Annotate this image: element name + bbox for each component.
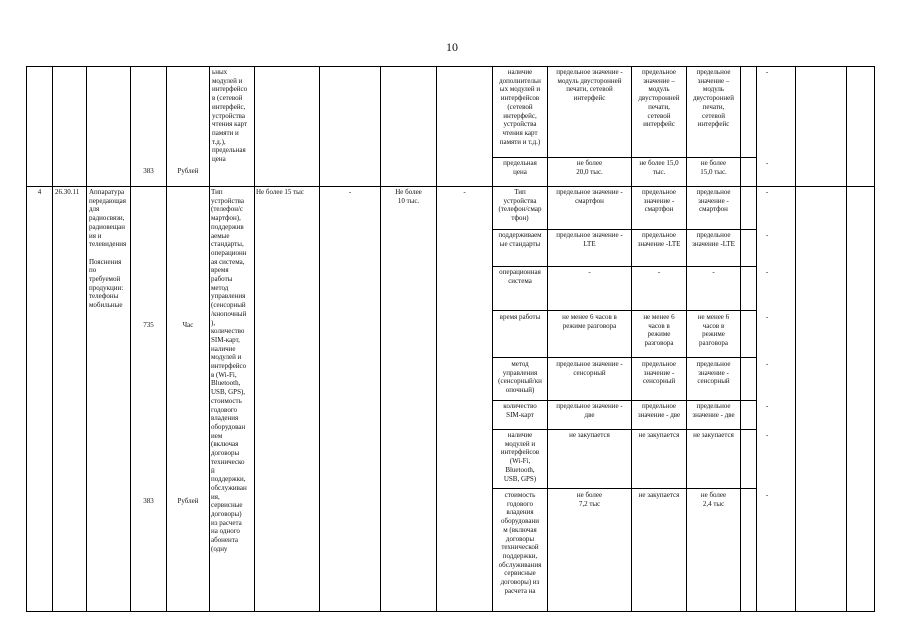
col-border bbox=[130, 66, 131, 612]
subrow-v3: не менее 6 часов в режиме разговора bbox=[697, 313, 730, 348]
subrow-dash: - bbox=[765, 231, 769, 239]
table-top-border bbox=[26, 66, 875, 67]
row-separator-top bbox=[26, 186, 875, 187]
col-border bbox=[380, 66, 381, 612]
subrow-v2: предельное значение - сенсорный bbox=[641, 360, 677, 386]
subrow-sep bbox=[492, 229, 756, 230]
subrow-dash: - bbox=[765, 431, 769, 439]
col-border bbox=[846, 66, 847, 612]
subrow-v1: предельное значение - LTE bbox=[556, 231, 623, 248]
subrow-sep bbox=[492, 488, 756, 489]
table-bottom-border bbox=[26, 611, 875, 612]
top-row2-char: предельная цена bbox=[503, 159, 537, 176]
top-row2-v1: не более 20,0 тыс. bbox=[576, 159, 603, 176]
subrow-v1: не более 7,2 тыс bbox=[576, 491, 603, 508]
page-number: 10 bbox=[446, 40, 458, 54]
subrow-v3: - bbox=[712, 268, 715, 276]
col-border bbox=[86, 66, 87, 612]
item-unit-2: Рублей bbox=[177, 497, 199, 505]
subrow-dash: - bbox=[765, 268, 769, 276]
subrow-sep bbox=[492, 400, 756, 401]
col-border bbox=[740, 66, 741, 612]
col-border bbox=[166, 66, 167, 612]
subrow-char: Тип устройства (телефон/смар тфон) bbox=[498, 188, 542, 223]
subrow-dash: - bbox=[765, 360, 769, 368]
item-code-1: 735 bbox=[143, 321, 154, 329]
top-row1-v2: предельное значение – модуль двусторонней печати, сетевой интерфейс bbox=[638, 68, 680, 129]
subrow-dash: - bbox=[765, 491, 769, 499]
subrow-v2: предельное значение - смартфон bbox=[641, 188, 677, 214]
subrow-v1: - bbox=[588, 268, 591, 276]
subrow-v2: не закупается bbox=[638, 431, 680, 439]
subrow-sep bbox=[492, 266, 756, 267]
top-characteristics-text: ьных модулей и интерфейсо в (сетевой интерфейс, устройства чтения карт памяти и т.д.), предельная цена bbox=[212, 68, 248, 164]
subrow-v3: не закупается bbox=[693, 431, 734, 439]
subrow-char: наличие модулей и интерфейсов (Wi-Fi, Bluetooth, USB, GPS) bbox=[500, 431, 540, 483]
subrow-v2: не менее 6 часов в режиме разговора bbox=[643, 313, 675, 348]
subrow-v1: предельное значение - сенсорный bbox=[556, 360, 623, 377]
subrow-v2: предельное значение - две bbox=[637, 402, 681, 419]
top-unit: Рублей bbox=[177, 167, 199, 175]
subrow-sep bbox=[492, 310, 756, 311]
col-border bbox=[209, 66, 210, 612]
item-approved-1: Не более 15 тыс bbox=[256, 188, 304, 196]
top-row1-v3: предельное значение – модуль двусторонней печати, сетевой интерфейс bbox=[692, 68, 735, 129]
subrow-char: стоимость годового владения оборудовани м (включая договоры технической поддержки, обслуживания сервисные договоры) из расчета на bbox=[498, 491, 542, 595]
top-row2-dash: - bbox=[765, 159, 769, 167]
subrow-char: количество SIM-карт bbox=[503, 402, 537, 419]
subrow-dash: - bbox=[765, 313, 769, 321]
subrow-sep bbox=[492, 157, 756, 158]
top-row1-v1: предельное значение - модуль двусторонней печати, сетевой интерфейс bbox=[556, 68, 623, 103]
subrow-v3: предельное значение -LTE bbox=[692, 231, 735, 248]
item-number: 4 bbox=[37, 188, 42, 196]
col-border bbox=[874, 66, 875, 612]
col-border bbox=[319, 66, 320, 612]
subrow-char: поддерживаем ые стандарты bbox=[498, 231, 542, 248]
col-border bbox=[436, 66, 437, 612]
subrow-v1: не закупается bbox=[569, 431, 610, 439]
top-row1-char: наличие дополнительн ых модулей и интерфейсов (сетевой интерфейс, устройства чтения карт памяти и т.д.) bbox=[499, 68, 541, 146]
col-border bbox=[547, 66, 548, 612]
item-unit-1: Час bbox=[182, 321, 194, 329]
subrow-char: операционная система bbox=[499, 268, 541, 285]
subrow-v1: предельное значение - смартфон bbox=[556, 188, 623, 205]
top-code: 383 bbox=[143, 167, 154, 175]
col-border bbox=[795, 66, 796, 612]
top-row1-dash: - bbox=[765, 68, 769, 76]
subrow-char: время работы bbox=[499, 313, 541, 321]
item-okpd-code: 26.30.11 bbox=[55, 188, 80, 196]
subrow-v2: предельное значение -LTE bbox=[637, 231, 681, 248]
item-code-2: 383 bbox=[143, 497, 154, 505]
subrow-sep bbox=[492, 429, 756, 430]
subrow-v3: не более 2,4 тыс bbox=[700, 491, 727, 508]
item-approved-dash-2: - bbox=[463, 188, 466, 196]
item-characteristics: Тип устройства (телефон/с мартфон), поддержив аемые стандарты, операционн ая система, время работы метод управления (сенсорный /кнопочный ), количество SIM-карт, наличие модулей и интерфейсо в (Wi-Fi, Bluetooth, USB, GPS), стоимость годового владения оборудован ием (включая договоры техническо й поддержки, обслуживан ия, сервисные договоры) из расчета на одного абонента (одну bbox=[211, 188, 247, 553]
subrow-v1: предельное значение - две bbox=[556, 402, 623, 419]
col-border bbox=[26, 66, 27, 612]
col-border bbox=[756, 66, 757, 612]
item-approved-2: Не более 10 тыс. bbox=[395, 188, 422, 205]
subrow-sep bbox=[492, 357, 756, 358]
subrow-v3: предельное значение - сенсорный bbox=[696, 360, 731, 386]
top-row2-v2: не более 15,0 тыс. bbox=[639, 159, 679, 176]
subrow-v3: предельное значение - две bbox=[692, 402, 735, 419]
subrow-dash: - bbox=[765, 188, 769, 196]
col-border bbox=[52, 66, 53, 612]
subrow-dash: - bbox=[765, 402, 769, 410]
col-border bbox=[254, 66, 255, 612]
subrow-v2: - bbox=[657, 268, 661, 276]
subrow-v3: предельное значение - смартфон bbox=[696, 188, 731, 214]
item-approved-dash: - bbox=[348, 188, 352, 196]
top-row2-v3: не более 15,0 тыс. bbox=[700, 159, 727, 176]
subrow-char: метод управления (сенсорный/кн опочный) bbox=[498, 360, 542, 395]
subrow-v2: не закупается bbox=[638, 491, 680, 499]
item-name: Аппаратура передающая для радиосвязи, радиовещан ия и телевидения Пояснения по требуемой продукции: телефоны мобильные bbox=[89, 188, 127, 310]
subrow-v1: не менее 6 часов в режиме разговора bbox=[562, 313, 617, 330]
